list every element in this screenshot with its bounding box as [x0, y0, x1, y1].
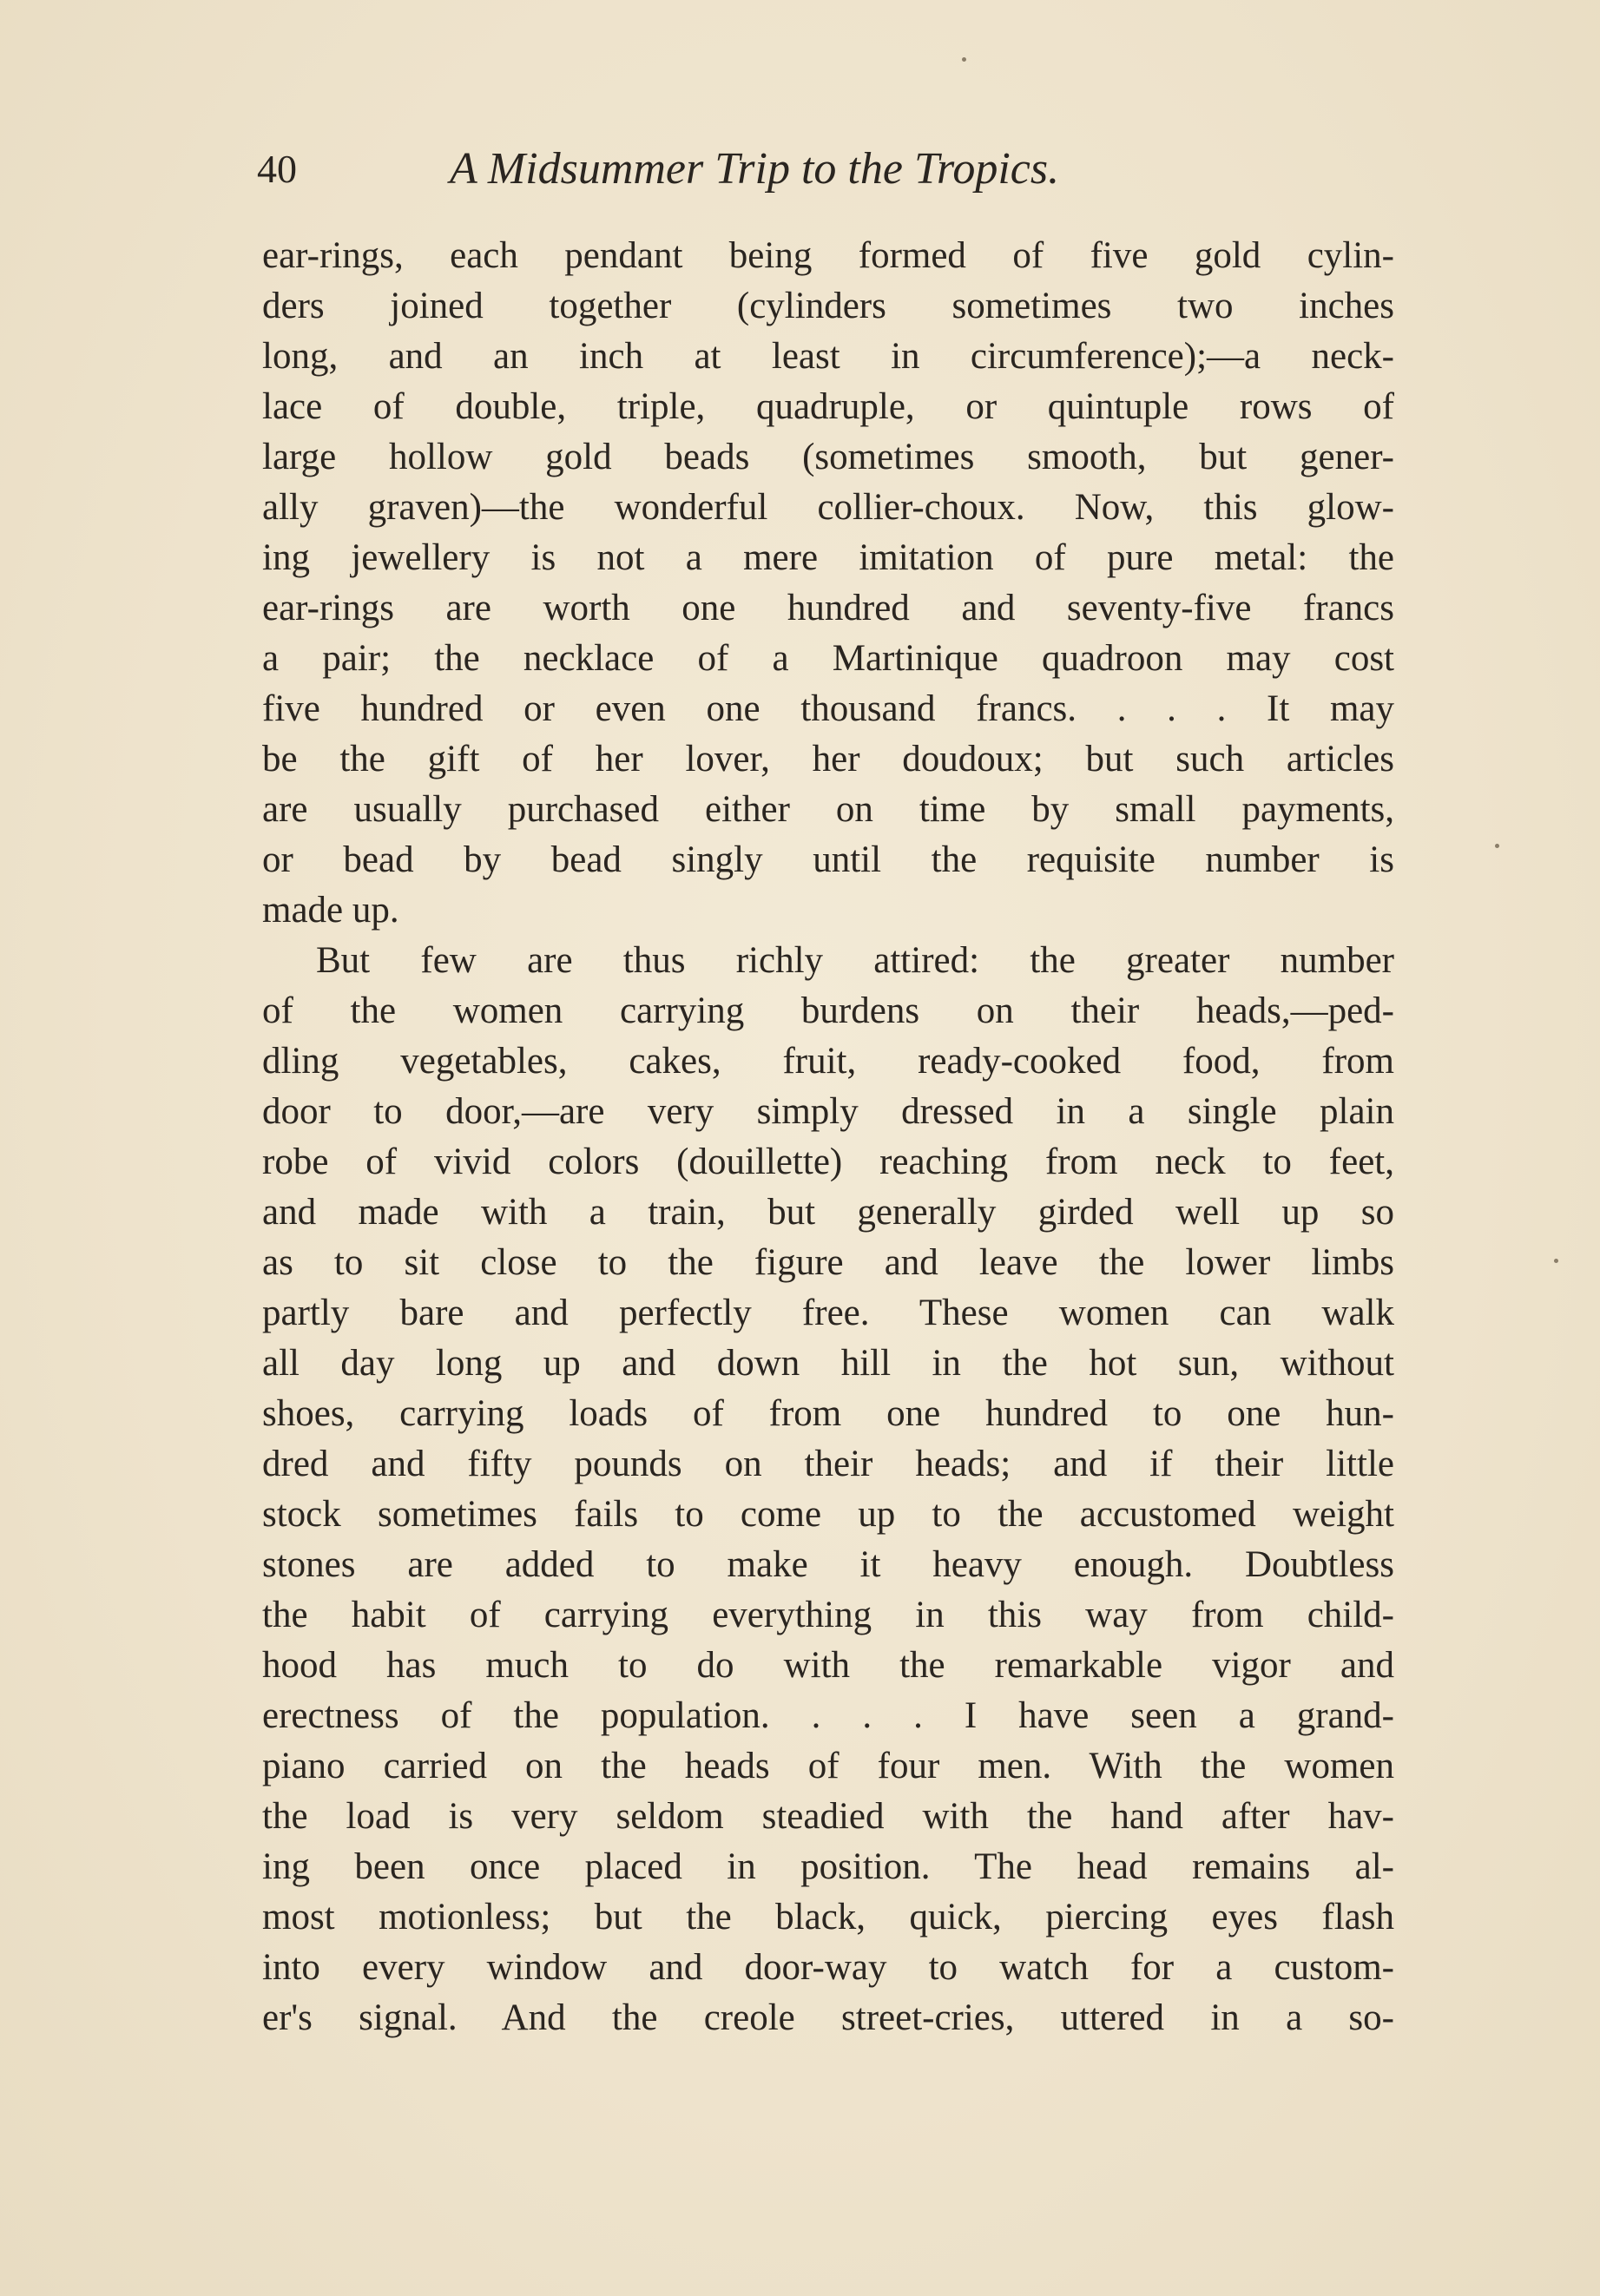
text-line: robe of vivid colors (douillette) reaching from neck to feet,	[262, 1141, 1394, 1182]
text-line: be the gift of her lover, her doudoux; but such articles	[262, 739, 1394, 780]
text-line: lace of double, triple, quadruple, or quintuple rows of	[262, 386, 1394, 427]
text-line: piano carried on the heads of four men. With the women	[262, 1746, 1394, 1786]
text-line: erectness of the population. . . . I have seen a grand-	[262, 1695, 1394, 1736]
text-line: ally graven)—the wonderful collier-choux. Now, this glow-	[262, 487, 1394, 528]
text-line: the habit of carrying everything in this way from child-	[262, 1595, 1394, 1635]
body-text	[262, 231, 1394, 2043]
text-line: dred and fifty pounds on their heads; and if their little	[262, 1444, 1394, 1484]
text-line: or bead by bead singly until the requisite number is	[262, 839, 1394, 880]
text-line: ear-rings are worth one hundred and seventy-five francs	[262, 588, 1394, 628]
text-line: made up.	[262, 890, 399, 931]
text-line: ders joined together (cylinders sometimes two inches	[262, 286, 1394, 326]
paper-speck	[1554, 1259, 1558, 1263]
text-line: the load is very seldom steadied with the hand after hav-	[262, 1796, 1394, 1837]
page-number: 40	[257, 147, 297, 191]
text-line: dling vegetables, cakes, fruit, ready-cooked food, from	[262, 1041, 1394, 1082]
text-line: most motionless; but the black, quick, piercing eyes flash	[262, 1897, 1394, 1937]
text-line: stones are added to make it heavy enough. Doubtless	[262, 1544, 1394, 1585]
text-line: five hundred or even one thousand francs. . . . It may	[262, 688, 1394, 729]
text-line: But few are thus richly attired: the greater number	[316, 940, 1394, 981]
running-title: A Midsummer Trip to the Tropics.	[450, 144, 1060, 194]
text-line: as to sit close to the figure and leave the lower limbs	[262, 1242, 1394, 1283]
text-line: are usually purchased either on time by small payments,	[262, 789, 1394, 830]
text-line: a pair; the necklace of a Martinique quadroon may cost	[262, 638, 1394, 679]
text-line: into every window and door-way to watch for a custom-	[262, 1947, 1394, 1988]
text-line: er's signal. And the creole street-cries, uttered in a so-	[262, 1997, 1394, 2038]
text-line: partly bare and perfectly free. These women can walk	[262, 1293, 1394, 1333]
text-line: ing jewellery is not a mere imitation of pure metal: the	[262, 537, 1394, 578]
text-line: shoes, carrying loads of from one hundred to one hun-	[262, 1393, 1394, 1434]
text-line: door to door,—are very simply dressed in a single plain	[262, 1091, 1394, 1132]
text-line: hood has much to do with the remarkable vigor and	[262, 1645, 1394, 1686]
text-line: ing been once placed in position. The head remains al-	[262, 1846, 1394, 1887]
paper-speck	[962, 57, 966, 62]
paper-speck	[1495, 844, 1499, 848]
running-header	[257, 139, 1394, 200]
text-line: all day long up and down hill in the hot sun, without	[262, 1343, 1394, 1384]
text-line: and made with a train, but generally girded well up so	[262, 1192, 1394, 1233]
text-line: stock sometimes fails to come up to the accustomed weight	[262, 1494, 1394, 1535]
text-line: large hollow gold beads (sometimes smooth, but gener-	[262, 437, 1394, 477]
text-line: ear-rings, each pendant being formed of five gold cylin-	[262, 235, 1394, 276]
text-line: of the women carrying burdens on their heads,—ped-	[262, 990, 1394, 1031]
text-line: long, and an inch at least in circumference);—a neck-	[262, 336, 1394, 377]
